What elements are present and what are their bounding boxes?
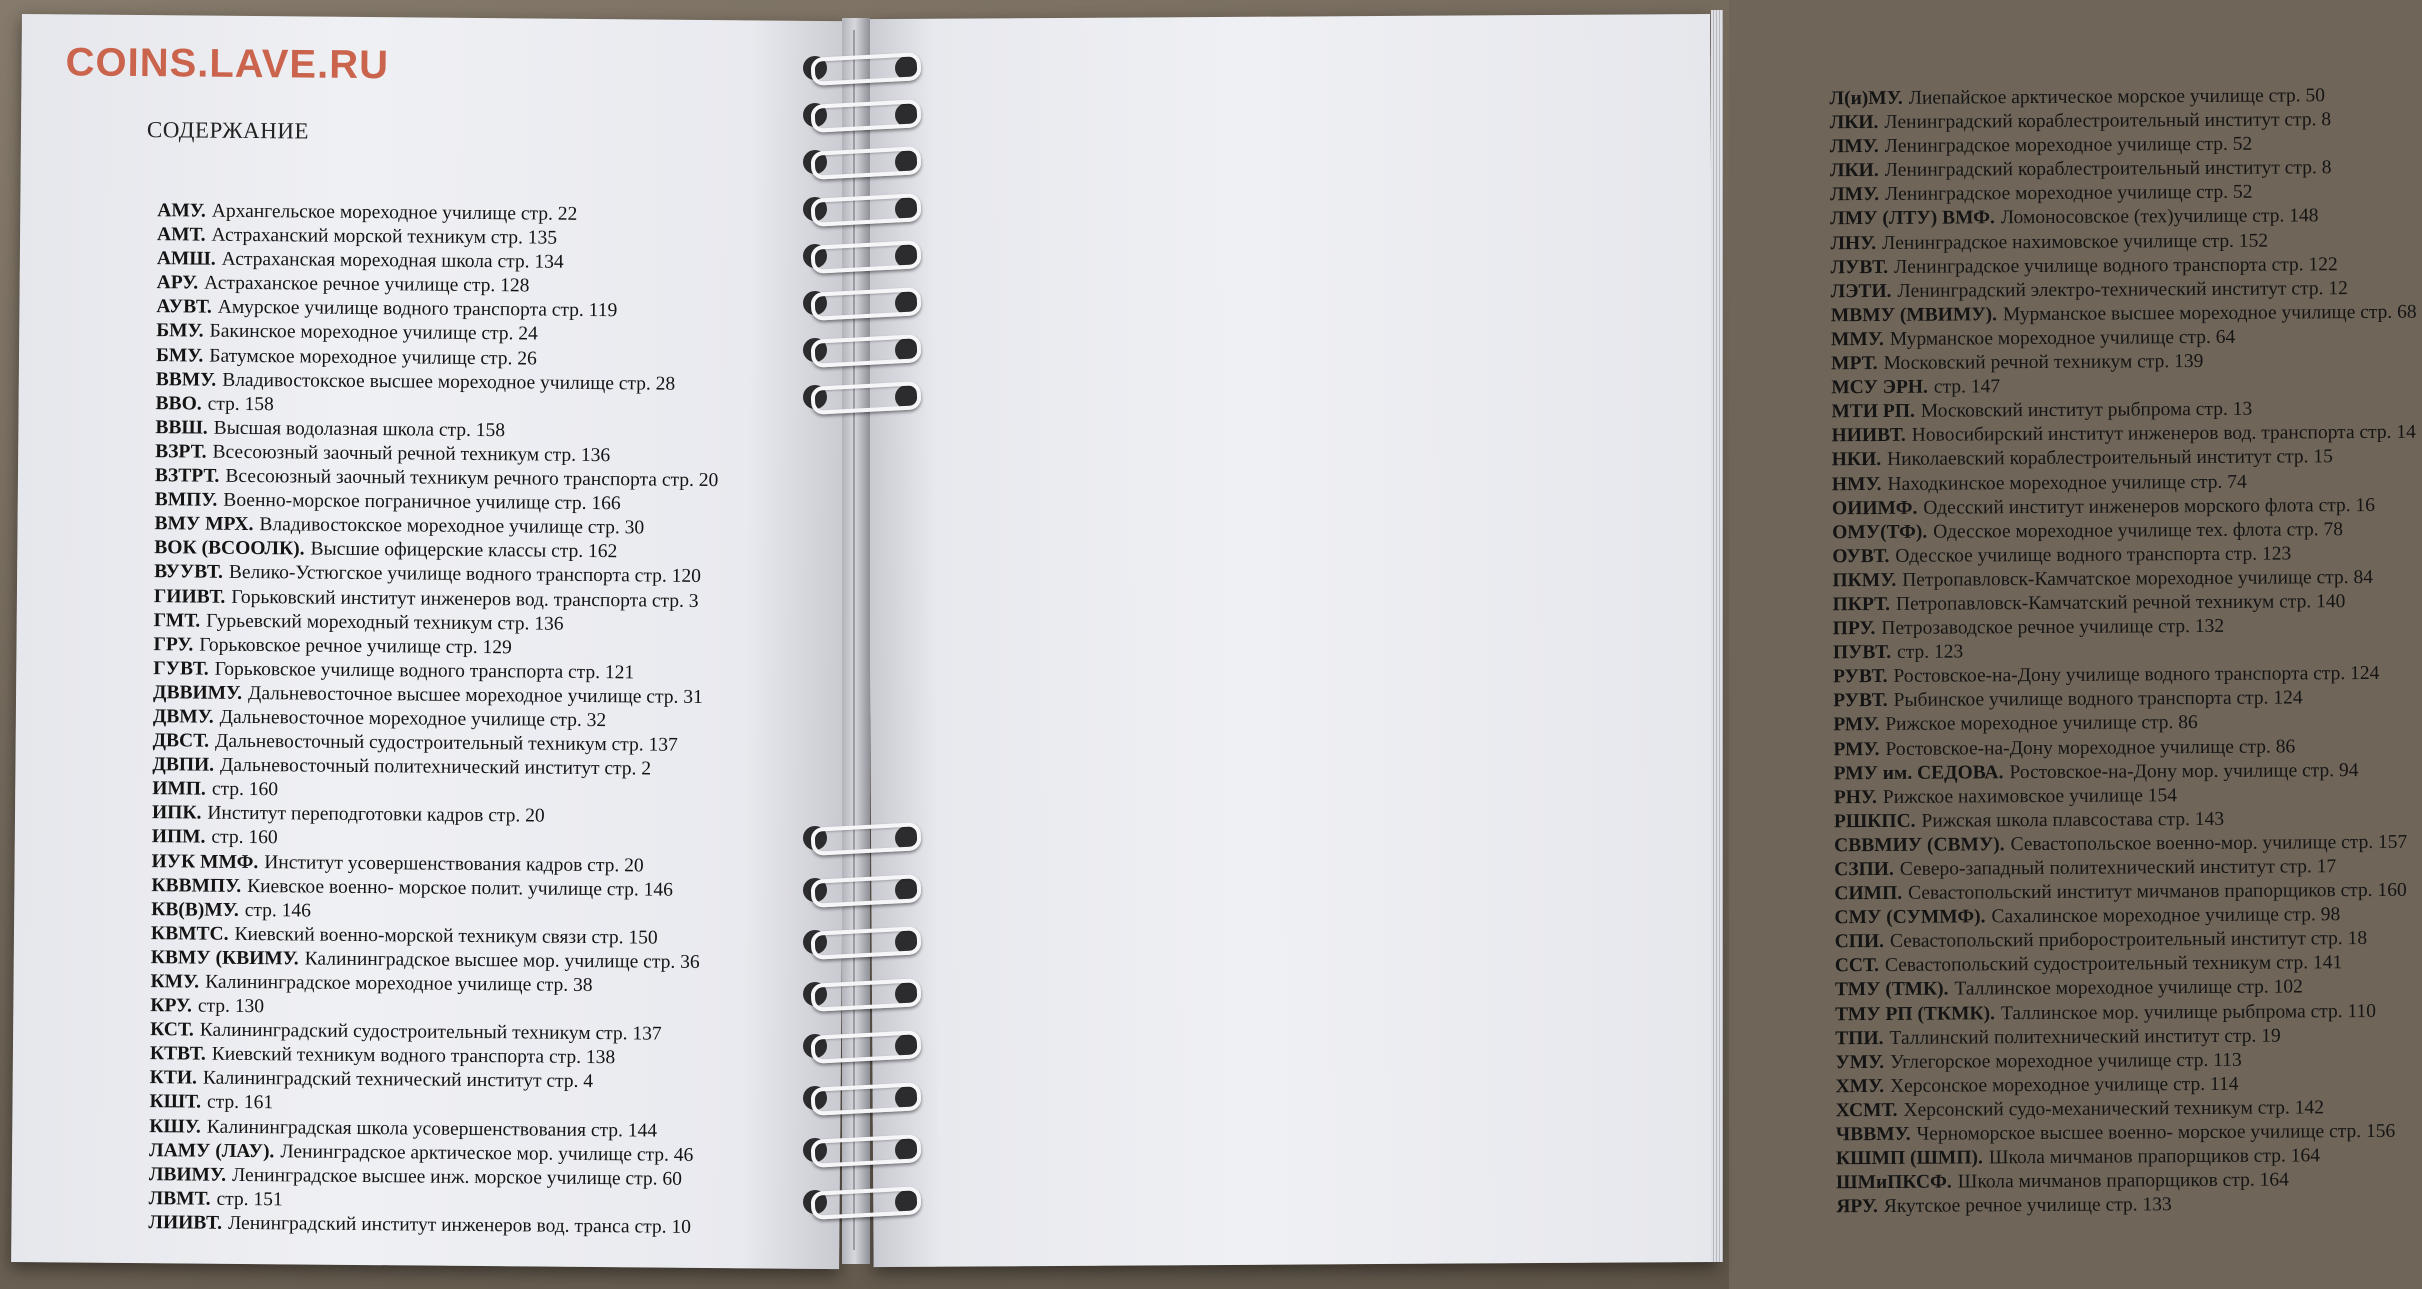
entry-abbreviation: КШМП (ШМП). xyxy=(1835,1147,1983,1170)
entry-abbreviation: КСТ. xyxy=(150,1019,194,1041)
entry-abbreviation: КТИ. xyxy=(149,1067,198,1089)
entry-description: Дальневосточное мореходное училище стр. 32 xyxy=(219,706,607,732)
binding-coil xyxy=(795,870,935,910)
entry-abbreviation: АМУ. xyxy=(157,200,206,222)
entry-description: стр. 160 xyxy=(211,778,279,801)
entry-description: Рижское нахимовское училище 154 xyxy=(1882,784,2178,808)
entry-description: Одесский институт инженеров морского флота стр. 16 xyxy=(1923,494,2376,519)
entry-abbreviation: ИПК. xyxy=(151,802,202,824)
coil-wire xyxy=(810,822,921,856)
toc-entry xyxy=(1833,590,2419,618)
toc-entry xyxy=(1831,276,2417,304)
entry-description: Батумское мореходное училище стр. 26 xyxy=(209,345,537,370)
toc-entry xyxy=(1832,445,2418,473)
toc-entry xyxy=(1834,806,2420,834)
toc-entry xyxy=(1830,204,2416,232)
toc-entry xyxy=(1832,566,2418,594)
toc-entry xyxy=(1836,1144,2422,1172)
toc-entry xyxy=(1833,662,2419,690)
entry-description: Ленинградское мореходное училище стр. 52 xyxy=(1884,133,2253,158)
toc-entry xyxy=(1836,1120,2422,1148)
entry-description: стр. 147 xyxy=(1933,376,2001,398)
entry-description: Лиепайское арктическое морское училище стр. 50 xyxy=(1908,85,2326,109)
toc-entry xyxy=(1833,638,2419,666)
toc-entry xyxy=(1835,1047,2421,1075)
entry-description: Ленинградское училище водного транспорта стр. 122 xyxy=(1894,253,2338,278)
entry-description: Калининградская школа усовершенствования стр. 144 xyxy=(206,1116,658,1142)
entry-abbreviation: РМУ. xyxy=(1833,738,1880,760)
entry-abbreviation: ЛМУ. xyxy=(1830,184,1880,206)
entry-description: стр. 151 xyxy=(216,1188,283,1211)
entry-description: Херсонское мореходное училище стр. 114 xyxy=(1889,1073,2239,1097)
entry-abbreviation: КТВТ. xyxy=(149,1043,206,1065)
entry-description: Углегорское мореходное училище стр. 113 xyxy=(1890,1049,2242,1073)
entry-description: Севастопольское военно-мор. училище стр. 157 xyxy=(2010,831,2408,856)
toc-entry xyxy=(1834,758,2420,786)
toc-entry xyxy=(148,1211,712,1240)
coil-wire xyxy=(810,978,921,1012)
entry-abbreviation: ЛКИ. xyxy=(1829,160,1879,182)
entry-description: Находкинское мореходное училище стр. 74 xyxy=(1887,471,2247,495)
entry-description: Петропавловск-Камчатский речной техникум стр. 140 xyxy=(1895,591,2346,615)
entry-abbreviation: ДВПИ. xyxy=(152,754,215,776)
entry-abbreviation: РНУ. xyxy=(1833,786,1877,808)
coil-wire xyxy=(810,193,921,227)
entry-abbreviation: ОИИМФ. xyxy=(1831,497,1918,519)
entry-description: Рижское мореходное училище стр. 86 xyxy=(1885,712,2198,736)
entry-description: Ростовское-на-Дону мор. училище стр. 94 xyxy=(2009,759,2359,783)
entry-description: Всесоюзный заочный техникум речного транспорта стр. 20 xyxy=(225,465,719,492)
entry-abbreviation: НКИ. xyxy=(1831,449,1882,471)
entry-abbreviation: ЛКИ. xyxy=(1829,112,1879,134)
binding-coil xyxy=(795,1182,935,1222)
toc-entry xyxy=(1833,710,2419,738)
entry-abbreviation: ЛМУ (ЛТУ) ВМФ. xyxy=(1830,207,1995,230)
entry-description: Амурское училище водного транспорта стр. 119 xyxy=(217,297,618,322)
entry-abbreviation: ТМУ (ТМК). xyxy=(1834,979,1949,1001)
entry-abbreviation: ИПМ. xyxy=(151,826,206,849)
toc-entry xyxy=(1834,879,2420,907)
toc-entry xyxy=(1833,734,2419,762)
entry-abbreviation: РУВТ. xyxy=(1833,690,1888,712)
entry-description: Одесское мореходное училище тех. флота стр. 78 xyxy=(1933,518,2344,543)
entry-description: Ленинградское высшее инж. морское училище стр. 60 xyxy=(231,1164,682,1190)
entry-abbreviation: ДВМУ. xyxy=(152,706,214,728)
entry-abbreviation: ПРУ. xyxy=(1832,618,1876,640)
entry-description: Сахалинское мореходное училище стр. 98 xyxy=(1991,904,2341,928)
binding-coil xyxy=(795,377,935,417)
entry-abbreviation: СМУ (СУММФ). xyxy=(1834,906,1986,929)
entry-abbreviation: АРУ. xyxy=(156,272,199,294)
entry-description: Горьковский институт инженеров вод. транспорта стр. 3 xyxy=(231,586,699,612)
coil-wire xyxy=(810,381,921,415)
left-page xyxy=(11,14,850,1269)
entry-abbreviation: МТИ РП. xyxy=(1831,400,1915,423)
entry-description: Таллинское мор. училище рыбпрома стр. 110 xyxy=(2000,1000,2377,1024)
entry-description: Ленинградский институт инженеров вод. транса стр. 10 xyxy=(227,1212,692,1238)
entry-abbreviation: ДВВИМУ. xyxy=(152,682,243,704)
entry-description: стр. 130 xyxy=(197,995,265,1018)
toc-entry xyxy=(1836,1192,2422,1220)
toc-entry xyxy=(1830,228,2416,256)
entry-description: Ломоносовское (тех)училище стр. 148 xyxy=(2000,205,2319,229)
entry-description: Велико-Устюгское училище водного транспорта стр. 120 xyxy=(228,562,701,588)
entry-description: Мурманское высшее мореходное училище стр. 68 xyxy=(2002,301,2417,326)
binding-coil xyxy=(795,974,935,1014)
entry-description: стр. 123 xyxy=(1897,641,1964,664)
binding-coil xyxy=(795,330,935,370)
toc-entry xyxy=(1829,84,2415,112)
entry-abbreviation: НМУ. xyxy=(1831,473,1882,495)
entry-description: Рижская школа плавсостава стр. 143 xyxy=(1921,808,2225,832)
entry-description: Бакинское мореходное училище стр. 24 xyxy=(209,321,538,345)
toc-entry xyxy=(1830,132,2416,160)
entry-description: Рыбинское училище водного транспорта стр. 124 xyxy=(1893,687,2303,712)
entry-description: Дальневосточный политехнический институт стр. 2 xyxy=(219,754,652,780)
entry-description: Ростовское-на-Дону училище водного транспорта стр. 124 xyxy=(1893,663,2380,688)
toc-entry xyxy=(1833,686,2419,714)
entry-abbreviation: ЯРУ. xyxy=(1836,1196,1878,1218)
entry-abbreviation: ВЗТРТ. xyxy=(154,465,220,487)
coil-wire xyxy=(810,926,921,960)
entry-description: Черноморское высшее военно- морское училище стр. 156 xyxy=(1916,1120,2396,1145)
entry-description: Якутское речное училище стр. 133 xyxy=(1883,1194,2172,1218)
toc-entry xyxy=(1835,999,2421,1027)
entry-abbreviation: КРУ. xyxy=(150,995,193,1017)
entry-description: Институт усовершенствования кадров стр. 20 xyxy=(264,851,644,876)
entry-abbreviation: ЛАМУ (ЛАУ). xyxy=(148,1139,275,1162)
entry-description: Севастопольский приборостроительный институт стр. 18 xyxy=(1889,928,2368,953)
entry-abbreviation: ИУК ММФ. xyxy=(151,850,259,873)
coil-wire xyxy=(810,334,921,368)
entry-description: Одесское училище водного транспорта стр. 123 xyxy=(1895,543,2292,567)
entry-abbreviation: ГУВТ. xyxy=(153,657,209,680)
binding-coil xyxy=(795,1026,935,1066)
entry-description: стр. 160 xyxy=(211,827,278,849)
toc-entry xyxy=(1835,1023,2421,1051)
entry-description: Школа мичманов прапорщиков стр. 164 xyxy=(1988,1145,2320,1169)
entry-description: Киевский военно-морской техникум связи стр. 150 xyxy=(234,923,658,949)
entry-description: Московский речной техникум стр. 139 xyxy=(1883,351,2204,374)
entry-abbreviation: РМУ им. СЕДОВА. xyxy=(1833,761,2004,784)
entry-abbreviation: ВУУВТ. xyxy=(154,561,223,584)
toc-entry xyxy=(1830,156,2416,184)
binding-coil xyxy=(795,189,935,229)
entry-abbreviation: ПКМУ. xyxy=(1832,569,1897,592)
entry-abbreviation: ЛНУ. xyxy=(1830,232,1877,254)
entry-description: Киевский техникум водного транспорта стр. 138 xyxy=(211,1043,616,1069)
entry-abbreviation: ХСМТ. xyxy=(1835,1099,1898,1122)
entry-description: Ленинградское нахимовское училище стр. 152 xyxy=(1882,230,2269,254)
entry-abbreviation: СИМП. xyxy=(1834,882,1903,905)
entry-abbreviation: АУВТ. xyxy=(156,296,212,319)
entry-description: Владивостокское мореходное училище стр. 30 xyxy=(259,514,645,539)
watermark-logo: COINS.LAVE.RU xyxy=(65,40,390,88)
binding-coil xyxy=(795,1130,935,1170)
entry-description: Калининградский технический институт стр. 4 xyxy=(202,1067,594,1093)
entry-abbreviation: КВМТС. xyxy=(150,922,229,945)
entry-abbreviation: МРТ. xyxy=(1831,353,1878,375)
toc-entry xyxy=(1831,301,2417,329)
toc-entry xyxy=(1835,927,2421,955)
toc-entry xyxy=(1834,855,2420,883)
entry-abbreviation: СЗПИ. xyxy=(1834,858,1894,881)
entry-description: Северо-западный политехнический институт стр. 17 xyxy=(1899,856,2337,880)
entry-abbreviation: СВВМИУ (СВМУ). xyxy=(1834,834,2005,857)
entry-abbreviation: МВМУ (МВИМУ). xyxy=(1830,304,1998,327)
entry-abbreviation: РШКПС. xyxy=(1833,810,1916,833)
entry-description: Ленинградское арктическое мор. училище стр. 46 xyxy=(280,1140,694,1166)
entry-abbreviation: ГМТ. xyxy=(153,609,201,632)
entry-abbreviation: ТПИ. xyxy=(1835,1027,1884,1049)
entry-abbreviation: КШУ. xyxy=(149,1115,201,1138)
entry-description: Новосибирский институт инженеров вод. транспорта стр. 14 xyxy=(1911,422,2416,447)
entry-description: Ленинградский кораблестроительный институт стр. 8 xyxy=(1884,109,2332,134)
entry-description: Горьковское училище водного транспорта стр. 121 xyxy=(214,658,635,684)
entry-abbreviation: ВВШ. xyxy=(155,417,208,439)
entry-description: Астраханский морской техникум стр. 135 xyxy=(211,224,558,249)
toc-entry xyxy=(1836,1096,2422,1124)
entry-abbreviation: ТМУ РП (ТКМК). xyxy=(1835,1002,1996,1025)
entry-description: Всесоюзный заочный речной техникум стр. 136 xyxy=(212,441,611,467)
toc-entry xyxy=(1831,397,2417,425)
entry-description: Архангельское мореходное училище стр. 22 xyxy=(211,200,578,225)
entry-abbreviation: МСУ ЭРН. xyxy=(1831,376,1928,399)
coil-wire xyxy=(810,1134,921,1168)
entry-abbreviation: ЛВМТ. xyxy=(148,1187,211,1210)
entry-description: Горьковское речное училище стр. 129 xyxy=(199,634,512,658)
entry-description: Калининградское мореходное училище стр. 38 xyxy=(205,971,593,997)
entry-abbreviation: КМУ. xyxy=(150,971,200,993)
entry-abbreviation: БМУ. xyxy=(155,344,204,367)
toc-list-right xyxy=(1829,84,2422,1220)
entry-description: Дальневосточный судостроительный техникум стр. 137 xyxy=(215,730,678,756)
binding-coil xyxy=(795,236,935,276)
entry-abbreviation: ЛЭТИ. xyxy=(1830,280,1892,303)
coil-wire xyxy=(810,287,921,321)
entry-abbreviation: КВМУ (КВИМУ. xyxy=(150,947,299,970)
entry-abbreviation: ХМУ. xyxy=(1835,1075,1885,1098)
entry-description: Высшие офицерские классы стр. 162 xyxy=(310,538,618,563)
entry-description: Военно-морское пограничное училище стр. 166 xyxy=(223,489,621,515)
entry-description: Петропавловск-Камчатское мореходное училище стр. 84 xyxy=(1902,566,2374,591)
entry-description: Херсонский судо-механический техникум стр. 142 xyxy=(1903,1097,2325,1121)
toc-entry xyxy=(1832,421,2418,449)
entry-abbreviation: КВ(В)МУ. xyxy=(151,898,239,921)
toc-entry xyxy=(1835,975,2421,1003)
toc-entry xyxy=(1832,541,2418,569)
entry-abbreviation: ГРУ. xyxy=(153,633,194,656)
binding-coil xyxy=(795,1078,935,1118)
entry-abbreviation: РУВТ. xyxy=(1832,666,1888,688)
entry-description: стр. 146 xyxy=(244,899,312,922)
toc-list-left xyxy=(148,199,720,1240)
page-edges xyxy=(1711,10,1723,1262)
toc-entry xyxy=(1830,108,2416,136)
entry-description: Институт переподготовки кадров стр. 20 xyxy=(207,802,545,827)
page-title: СОДЕРЖАНИЕ xyxy=(146,117,310,144)
right-page xyxy=(866,14,2417,1267)
entry-abbreviation: ЛВИМУ. xyxy=(148,1163,227,1186)
entry-abbreviation: ММУ. xyxy=(1830,328,1884,351)
entry-abbreviation: ЧВВМУ. xyxy=(1835,1123,1911,1146)
entry-abbreviation: УМУ. xyxy=(1835,1051,1885,1074)
toc-entry xyxy=(1836,1168,2422,1196)
entry-description: Ленинградский кораблестроительный институт стр. 8 xyxy=(1884,157,2332,182)
entry-description: Школа мичманов прапорщиков стр. 164 xyxy=(1957,1169,2289,1193)
toc-entry xyxy=(1834,782,2420,810)
entry-description: Севастопольский институт мичманов прапорщиков стр. 160 xyxy=(1908,879,2407,904)
entry-abbreviation: ДВСТ. xyxy=(152,730,210,752)
entry-abbreviation: ЛУВТ. xyxy=(1830,256,1889,278)
coil-wire xyxy=(810,146,921,180)
entry-description: стр. 161 xyxy=(206,1092,274,1114)
binding-coil xyxy=(795,283,935,323)
entry-description: Астраханское речное училище стр. 128 xyxy=(204,272,530,297)
entry-description: стр. 158 xyxy=(207,393,274,415)
entry-abbreviation: ОУВТ. xyxy=(1832,545,1890,568)
entry-abbreviation: КВВМПУ. xyxy=(151,874,242,897)
entry-abbreviation: НИИВТ. xyxy=(1831,425,1906,447)
toc-entry xyxy=(1835,1072,2421,1100)
entry-abbreviation: ШМиПКСФ. xyxy=(1836,1171,1952,1194)
entry-description: Высшая водолазная школа стр. 158 xyxy=(213,417,506,442)
toc-entry xyxy=(1832,493,2418,521)
toc-entry xyxy=(1834,903,2420,931)
entry-abbreviation: ССТ. xyxy=(1834,955,1879,977)
entry-abbreviation: ВМПУ. xyxy=(154,489,218,511)
entry-abbreviation: ВЗРТ. xyxy=(155,441,207,463)
entry-description: Ленинградский электро-технический институт стр. 12 xyxy=(1897,277,2348,302)
coil-wire xyxy=(810,874,921,908)
entry-abbreviation: АМТ. xyxy=(156,224,206,246)
entry-abbreviation: ИМП. xyxy=(152,778,206,800)
coil-wire xyxy=(810,1186,921,1220)
coil-wire xyxy=(810,240,921,274)
entry-abbreviation: ВВМУ. xyxy=(155,368,217,391)
entry-description: Ленинградское мореходное училище стр. 52 xyxy=(1884,182,2253,206)
entry-description: Дальневосточное высшее мореходное училище стр. 31 xyxy=(248,682,703,708)
entry-abbreviation: ОМУ(ТФ). xyxy=(1832,521,1928,543)
toc-entry xyxy=(1833,614,2419,642)
entry-description: Калининградский судостроительный техникум стр. 137 xyxy=(199,1019,662,1045)
binding-coil xyxy=(795,95,935,135)
entry-description: Калининградское высшее мор. училище стр. 36 xyxy=(304,948,700,973)
coil-wire xyxy=(810,1030,921,1064)
entry-description: Николаевский кораблестроительный институт стр. 15 xyxy=(1887,446,2333,471)
entry-description: Ростовское-на-Дону мореходное училище стр. 86 xyxy=(1885,735,2296,760)
binding-coil xyxy=(795,818,935,858)
entry-abbreviation: ПУВТ. xyxy=(1832,642,1892,664)
coil-wire xyxy=(810,99,921,133)
entry-abbreviation: ПКРТ. xyxy=(1832,593,1891,616)
toc-entry xyxy=(1832,469,2418,497)
entry-abbreviation: СПИ. xyxy=(1834,931,1885,953)
entry-description: Владивостокское высшее мореходное училище стр. 28 xyxy=(222,369,676,395)
entry-abbreviation: КШТ. xyxy=(149,1091,202,1114)
toc-entry xyxy=(1830,252,2416,280)
entry-description: Гурьевский мореходный техникум стр. 136 xyxy=(206,610,564,635)
entry-description: Севастопольский судостроительный техникум стр. 141 xyxy=(1884,952,2343,977)
spiral-binding xyxy=(795,40,935,1240)
entry-abbreviation: Л(и)МУ. xyxy=(1829,87,1903,110)
toc-entry xyxy=(1830,180,2416,208)
toc-entry xyxy=(1832,517,2418,545)
entry-abbreviation: АМШ. xyxy=(156,248,216,270)
toc-entry xyxy=(1835,951,2421,979)
binding-coil xyxy=(795,922,935,962)
toc-entry xyxy=(1831,373,2417,401)
entry-abbreviation: ГИИВТ. xyxy=(153,585,226,608)
entry-abbreviation: ЛИИВТ. xyxy=(148,1212,223,1234)
coil-wire xyxy=(810,1082,921,1116)
entry-description: Московский институт рыбпрома стр. 13 xyxy=(1920,398,2253,422)
entry-description: Мурманское мореходное училище стр. 64 xyxy=(1889,326,2236,350)
entry-description: Таллинский политехнический институт стр. 19 xyxy=(1889,1025,2281,1049)
entry-abbreviation: БМУ. xyxy=(156,320,204,343)
entry-description: Астраханская мореходная школа стр. 134 xyxy=(221,248,564,273)
entry-description: Киевское военно- морское полит. училище стр. 146 xyxy=(247,875,674,901)
entry-abbreviation: ВВО. xyxy=(155,392,202,415)
toc-entry xyxy=(1834,831,2420,859)
toc-entry xyxy=(1831,349,2417,377)
toc-entry xyxy=(1831,325,2417,353)
entry-abbreviation: РМУ. xyxy=(1833,714,1880,736)
entry-description: Петрозаводское речное училище стр. 132 xyxy=(1881,615,2225,640)
binding-coil xyxy=(795,48,935,88)
entry-description: Таллинское мореходное училище стр. 102 xyxy=(1954,976,2303,1000)
entry-abbreviation: ЛМУ. xyxy=(1829,136,1879,158)
entry-abbreviation: ВОК (ВСООЛК). xyxy=(154,537,305,560)
binding-coil xyxy=(795,142,935,182)
entry-abbreviation: ВМУ МРХ. xyxy=(154,513,254,536)
coil-wire xyxy=(810,52,921,86)
